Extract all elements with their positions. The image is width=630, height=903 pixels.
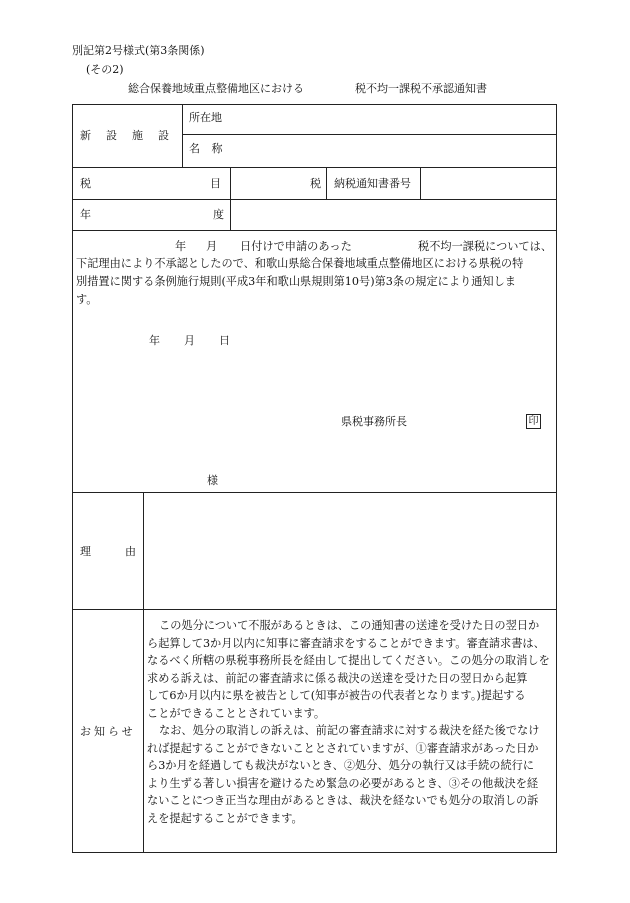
tax-suffix: 税 <box>310 177 321 190</box>
notice-line: ことができることとされています。 <box>147 706 326 720</box>
notice-line: ないことにつき正当な理由があるときは、裁決を経ないでも処分の取消しの訴 <box>147 794 539 807</box>
body-line-2: 下記理由により不承認としたので、和歌山県総合保養地域重点整備地区における県税の特 <box>76 257 524 270</box>
body-month: 月 <box>206 240 218 253</box>
notice-line: ら起算して3か月以内に知事に審査請求をすることができます。審査請求書は、 <box>147 636 545 650</box>
body-date-text: 日付けで申請のあった <box>240 240 352 253</box>
body-line-4: す。 <box>76 293 98 306</box>
reason-label-b: 由 <box>125 545 136 558</box>
notice-line: なお、処分の取消しの訴えは、前記の審査請求に対する裁決を経た後でなけ <box>159 724 540 737</box>
new-facility-label <box>80 129 184 143</box>
tax-item-label-b: 目 <box>210 177 221 190</box>
tax-item-label-a: 税 <box>80 177 91 190</box>
notice-label: お知らせ <box>80 725 136 738</box>
form-sub-number: (その2) <box>86 63 124 76</box>
notice-line: より生ずる著しい損害を避けるため緊急の必要があるとき、③その他裁決を経 <box>147 776 539 790</box>
name-label: 名 称 <box>189 142 227 155</box>
notice-line: なるべく所轄の県税事務所長を経由して提出してください。この処分の取消しを <box>147 654 550 667</box>
body-line-3: 別措置に関する条例施行規則(平成3年和歌山県規則第10号)第3条の規定により通知しま <box>76 275 516 288</box>
body-year: 年 <box>175 240 187 253</box>
seal-mark: 印 <box>526 414 541 429</box>
new-facility-label-text: 新設施設 <box>80 129 184 142</box>
fiscal-year-label-b: 度 <box>213 208 224 221</box>
title-left: 総合保養地域重点整備地区における <box>128 82 304 95</box>
office-name: 県税事務所長 <box>341 415 407 428</box>
notice-line: ら3か月を経過しても裁決がないとき、②処分、処分の執行又は手続の続行に <box>147 759 535 772</box>
title-right: 税不均一課税不承認通知書 <box>355 82 487 95</box>
notice-line: えを提起することができます。 <box>147 811 303 825</box>
form-number: 別記第2号様式(第3条関係) <box>72 44 205 57</box>
issue-date-year: 年 <box>149 334 160 347</box>
location-label: 所在地 <box>189 111 222 124</box>
fiscal-year-label-a: 年 <box>80 208 91 221</box>
notice-line: れば提起することができないこととされていますが、①審査請求があった日か <box>147 741 539 755</box>
notice-text <box>147 617 550 827</box>
notice-line: して6か月以内に県を被告として(知事が被告の代表者となります。)提起する <box>147 689 526 702</box>
notice-line: この処分について不服があるときは、この通知書の送達を受けた日の翌日か <box>159 619 540 632</box>
issue-date-day: 日 <box>219 334 230 347</box>
issue-date-month: 月 <box>184 334 195 347</box>
notice-line: 求める訴えは、前記の審査請求に係る裁決の送達を受けた日の翌日から起算 <box>147 671 528 685</box>
notice-number-label: 納税通知書番号 <box>334 177 411 190</box>
body-tax-tail: 税不均一課税については、 <box>418 240 553 253</box>
addressee-suffix: 様 <box>207 474 218 487</box>
reason-label-a: 理 <box>80 545 91 558</box>
